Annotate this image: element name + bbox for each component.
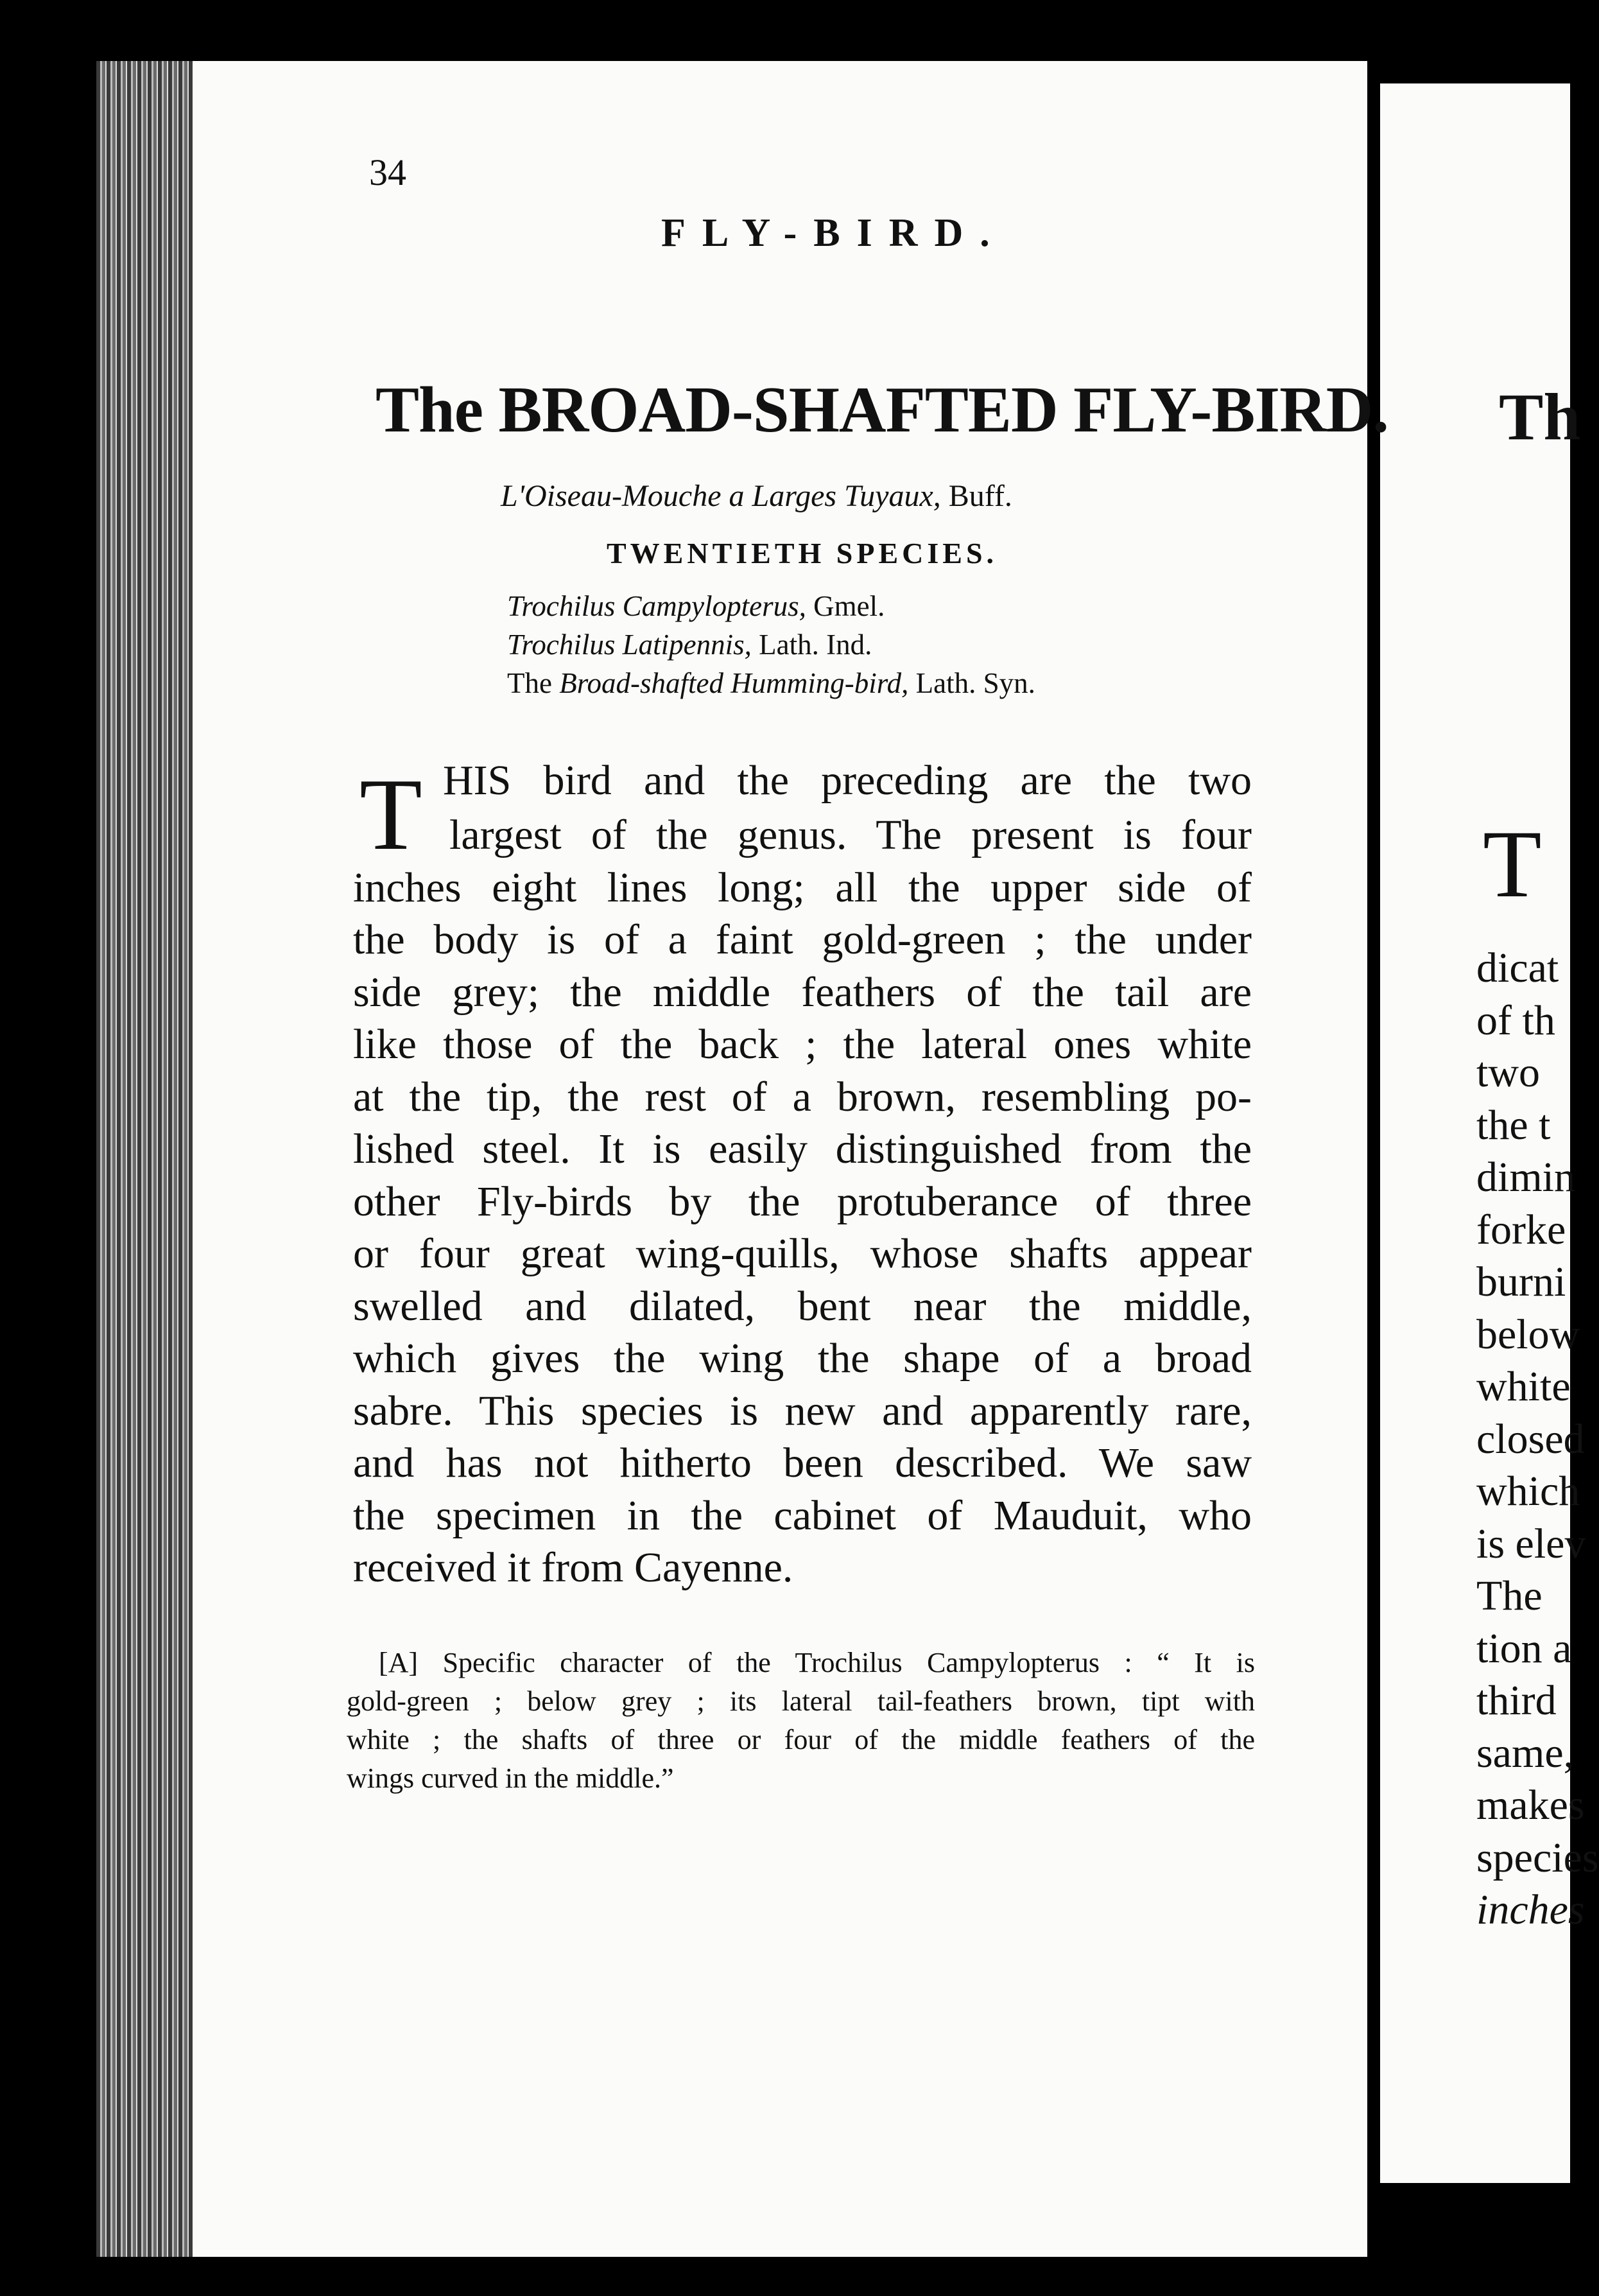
right-page-line: the t [1476,1101,1551,1149]
body-line: lished steel. It is easily distinguished from the [353,1126,1252,1172]
right-page-line: species [1476,1834,1599,1881]
synonym-line [507,666,1035,700]
synonym-prefix: The [507,667,560,699]
body-line: side grey; the middle feathers of the tail are [353,968,1252,1016]
right-page-line: inches [1476,1886,1585,1933]
synonym-name: Trochilus Campylopterus, [507,590,806,622]
right-page-line: white [1476,1363,1571,1410]
running-head: FLY-BIRD. [661,211,1007,255]
right-page-line: tion a [1476,1624,1572,1672]
body-line: the body is of a faint gold-green ; the under [353,916,1252,963]
body-line: inches eight lines long; all the upper side of [353,864,1252,911]
footnote-line: gold-green ; below grey ; its lateral tail-feathers brown, tipt with [347,1685,1255,1717]
subtitle-author: Buff. [940,479,1012,513]
right-page-line: dimin [1476,1154,1576,1201]
body-line: sabre. This species is new and apparently rare, [353,1387,1252,1434]
synonym-source: Lath. Ind. [751,629,872,661]
right-page-line: dicat [1476,944,1559,991]
body-line: received it from Cayenne. [353,1544,793,1591]
subtitle [501,478,1012,514]
right-page-line: The [1476,1572,1543,1619]
synonym-name: Broad-shafted Humming-bird, [559,667,909,699]
drop-cap: T [359,757,422,871]
body-line: swelled and dilated, bent near the middle, [353,1282,1252,1330]
book-gutter [96,61,199,2257]
species-heading: TWENTIETH SPECIES. [607,537,998,570]
right-page-dropcap: T [1483,811,1542,918]
synonym-name: Trochilus Latipennis, [507,629,752,661]
right-page-line: of th [1476,996,1555,1044]
footnote-line: white ; the shafts of three or four of the middle feathers of the [347,1724,1255,1755]
right-page-line: makes [1476,1782,1585,1829]
right-page-line: is elev [1476,1520,1586,1567]
right-page-line: below [1476,1310,1580,1358]
subtitle-french: L'Oiseau-Mouche a Larges Tuyaux, [501,479,941,513]
body-line: at the tip, the rest of a brown, resembling po- [353,1073,1252,1120]
body-line: largest of the genus. The present is four [449,812,1252,858]
right-page-line: forke [1476,1206,1566,1253]
body-line: like those of the back ; the lateral ones white [353,1021,1252,1068]
body-line: which gives the wing the shape of a broad [353,1335,1252,1382]
right-page-line: closed [1476,1415,1585,1463]
synonym-line [507,589,885,623]
right-page-line: same, [1476,1729,1575,1777]
body-line: the specimen in the cabinet of Mauduit, who [353,1492,1252,1539]
right-page-line: which [1476,1468,1580,1515]
right-page-title-fragment: Th [1499,380,1581,454]
body-line: or four great wing-quills, whose shafts appear [353,1230,1252,1277]
right-page-line: two [1476,1049,1540,1096]
synonym-line [507,628,872,661]
body-line: other Fly-birds by the protuberance of three [353,1178,1252,1225]
page-header [369,151,1152,215]
footnote-line: [A] Specific character of the Trochilus Campylopterus : “ It is [379,1647,1255,1678]
chapter-title: The BROAD-SHAFTED FLY-BIRD. [376,374,1388,446]
footnote-line: wings curved in the middle.” [347,1762,674,1794]
page-number: 34 [369,152,406,193]
right-page-fragment [1380,83,1599,2183]
synonym-source: Lath. Syn. [908,667,1035,699]
synonym-source: Gmel. [806,590,885,622]
body-first-line: HIS bird and the preceding are the two [443,757,1252,804]
right-page-line: burni [1476,1258,1566,1305]
right-page-line: third [1476,1677,1557,1724]
body-line: and has not hitherto been described. We saw [353,1439,1252,1486]
